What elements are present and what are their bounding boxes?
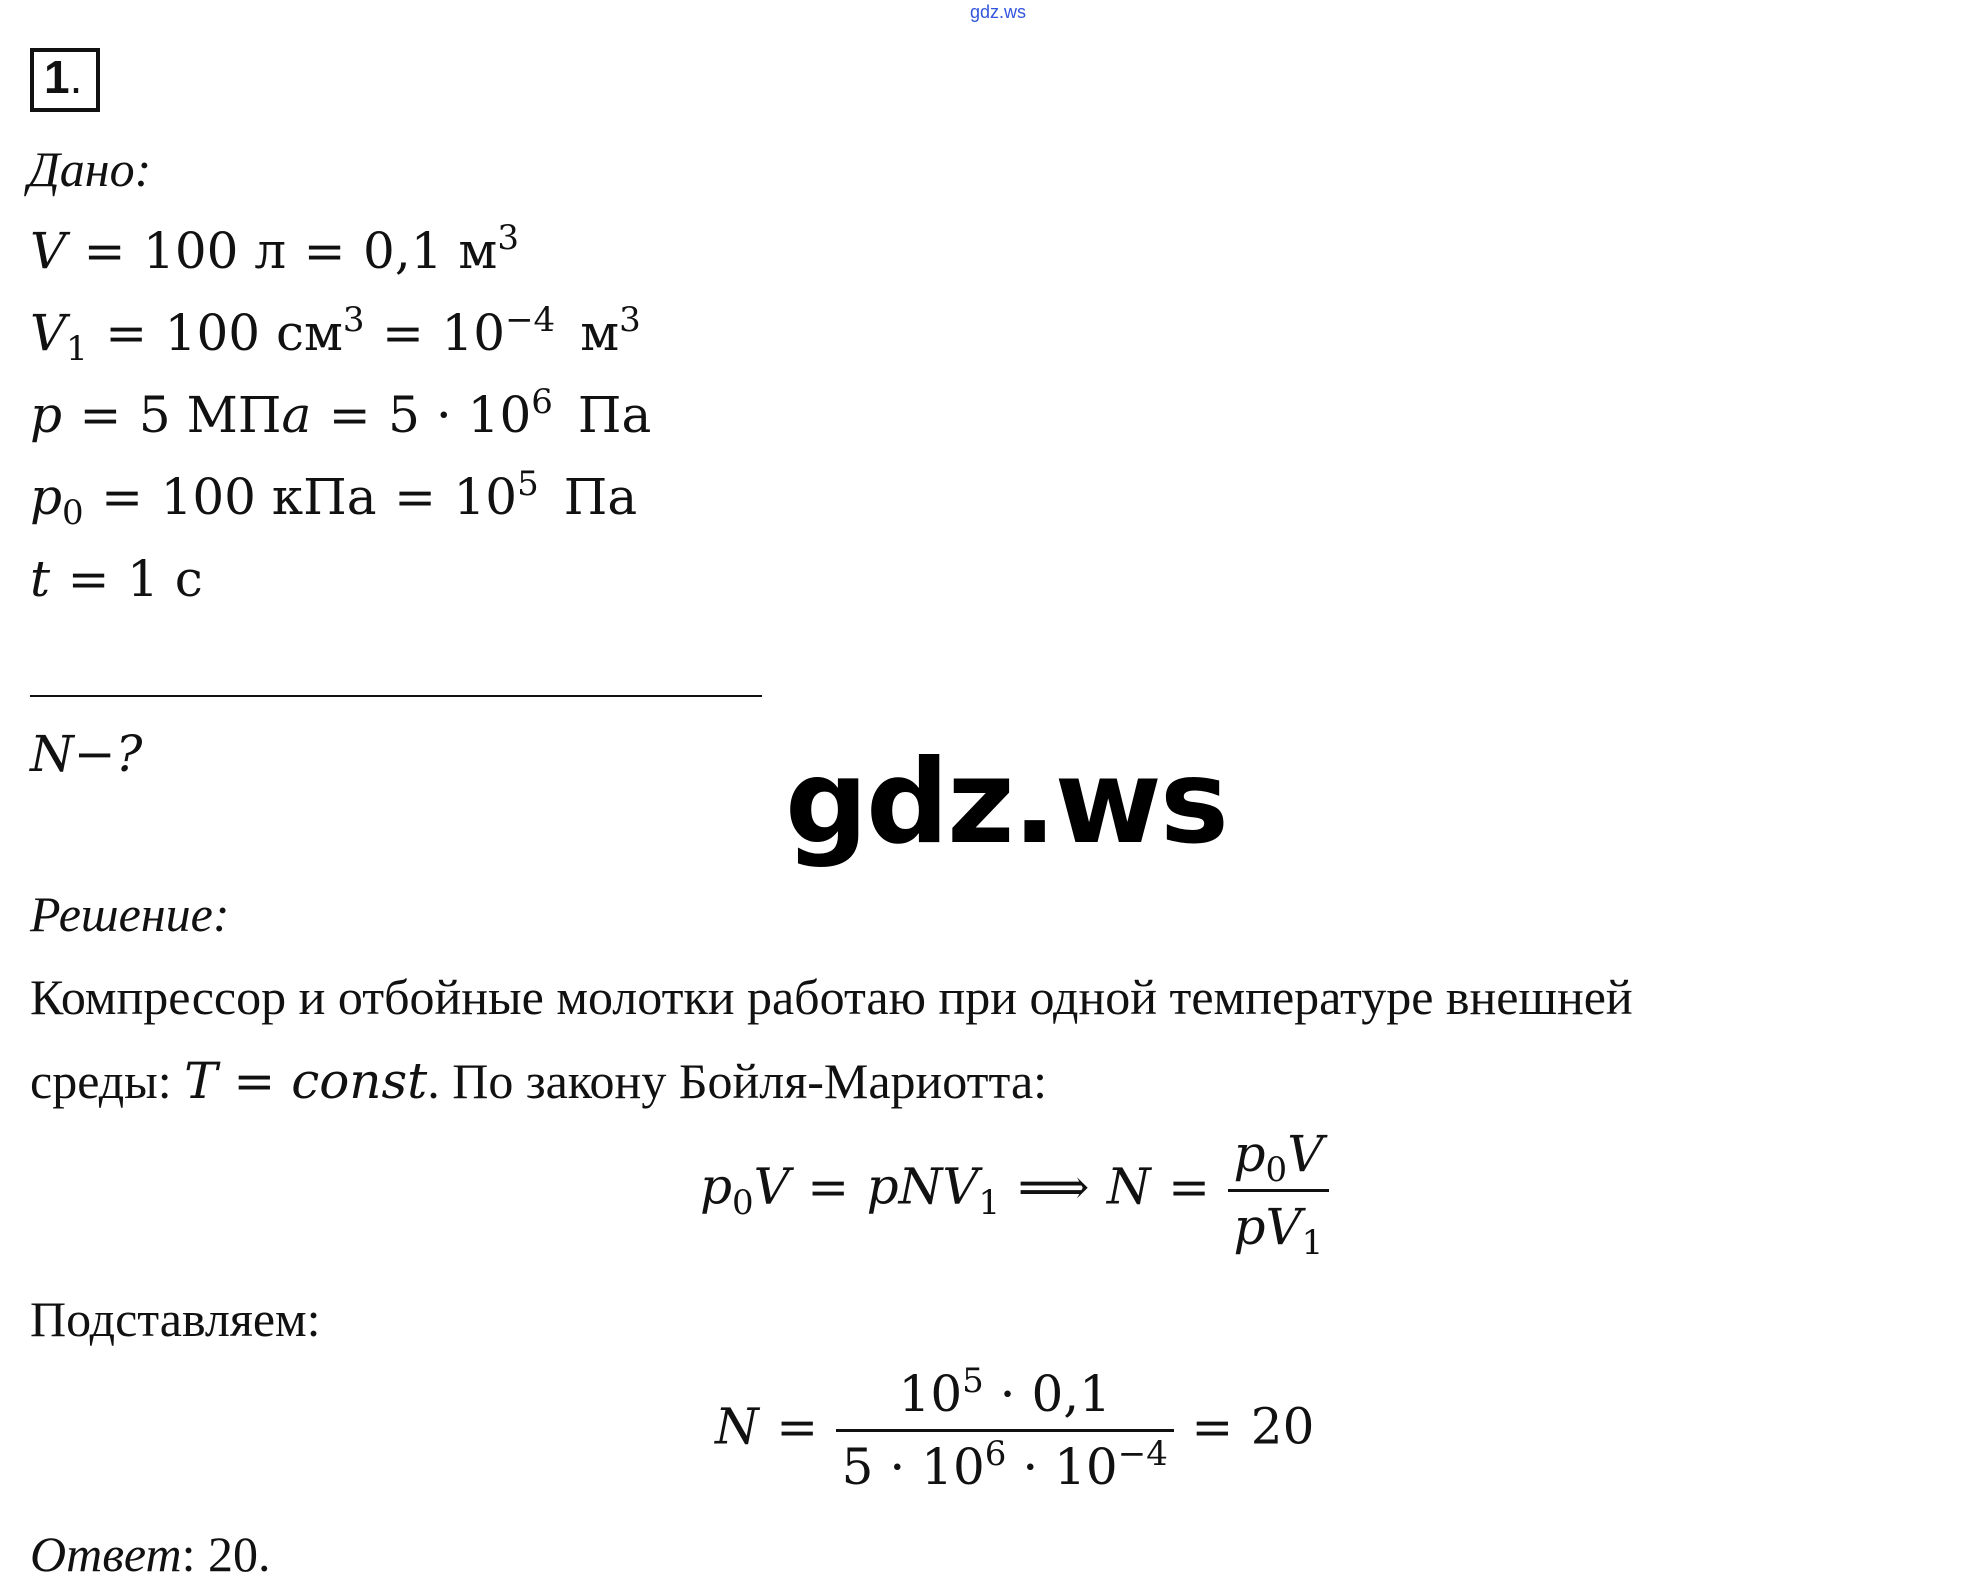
task-number: 1.	[44, 51, 83, 103]
find-line: N−?	[30, 725, 143, 783]
given-divider	[30, 695, 762, 697]
given-row-pressure0: $p_0 = 100$ кПа = $10^5$ Па	[30, 464, 638, 534]
given-row-pressure: p = 5 МПa = $5 \cdot 10^6$ Па	[30, 382, 652, 444]
solution-text-line1: Компрессор и отбойные молотки работаю при одной температуре внешней	[30, 969, 1633, 1025]
substitute-label: Подставляем:	[30, 1291, 321, 1347]
formula-substitution: N = $\frac{10^5 \cdot 0,1}{5 \cdot 10^6 \cdot 10^{-4}}$ = 20	[715, 1361, 1315, 1496]
solution-text-line2: среды: T = const. По закону Бойля-Мариотта:	[30, 1052, 1048, 1110]
formula-boyle-mariotte: $p_0V = pNV_1$ ⟹ N = $\frac{p_0V}{pV_1}$	[700, 1125, 1329, 1256]
answer-line: Ответ: 20.	[30, 1526, 271, 1582]
given-row-time: t = 1 с	[30, 550, 203, 608]
watermark-small: gdz.ws	[970, 2, 1027, 22]
solution-header: Решение:	[30, 886, 230, 942]
given-row-volume1: $V_1 = 100$ $см^3 = 10^{-4}$ $м^3$	[30, 300, 641, 370]
fraction-substitution: $\frac{10^5 \cdot 0,1}{5 \cdot 10^6 \cdot 10^{-4}}$	[836, 1365, 1174, 1496]
given-row-volume: V = 100 л = 0,1 $м^3$	[30, 218, 519, 280]
fraction-n: $\frac{p_0V}{pV_1}$	[1228, 1125, 1330, 1256]
given-header: Дано:	[28, 141, 152, 197]
watermark-logo: gdz.ws	[785, 735, 1227, 870]
